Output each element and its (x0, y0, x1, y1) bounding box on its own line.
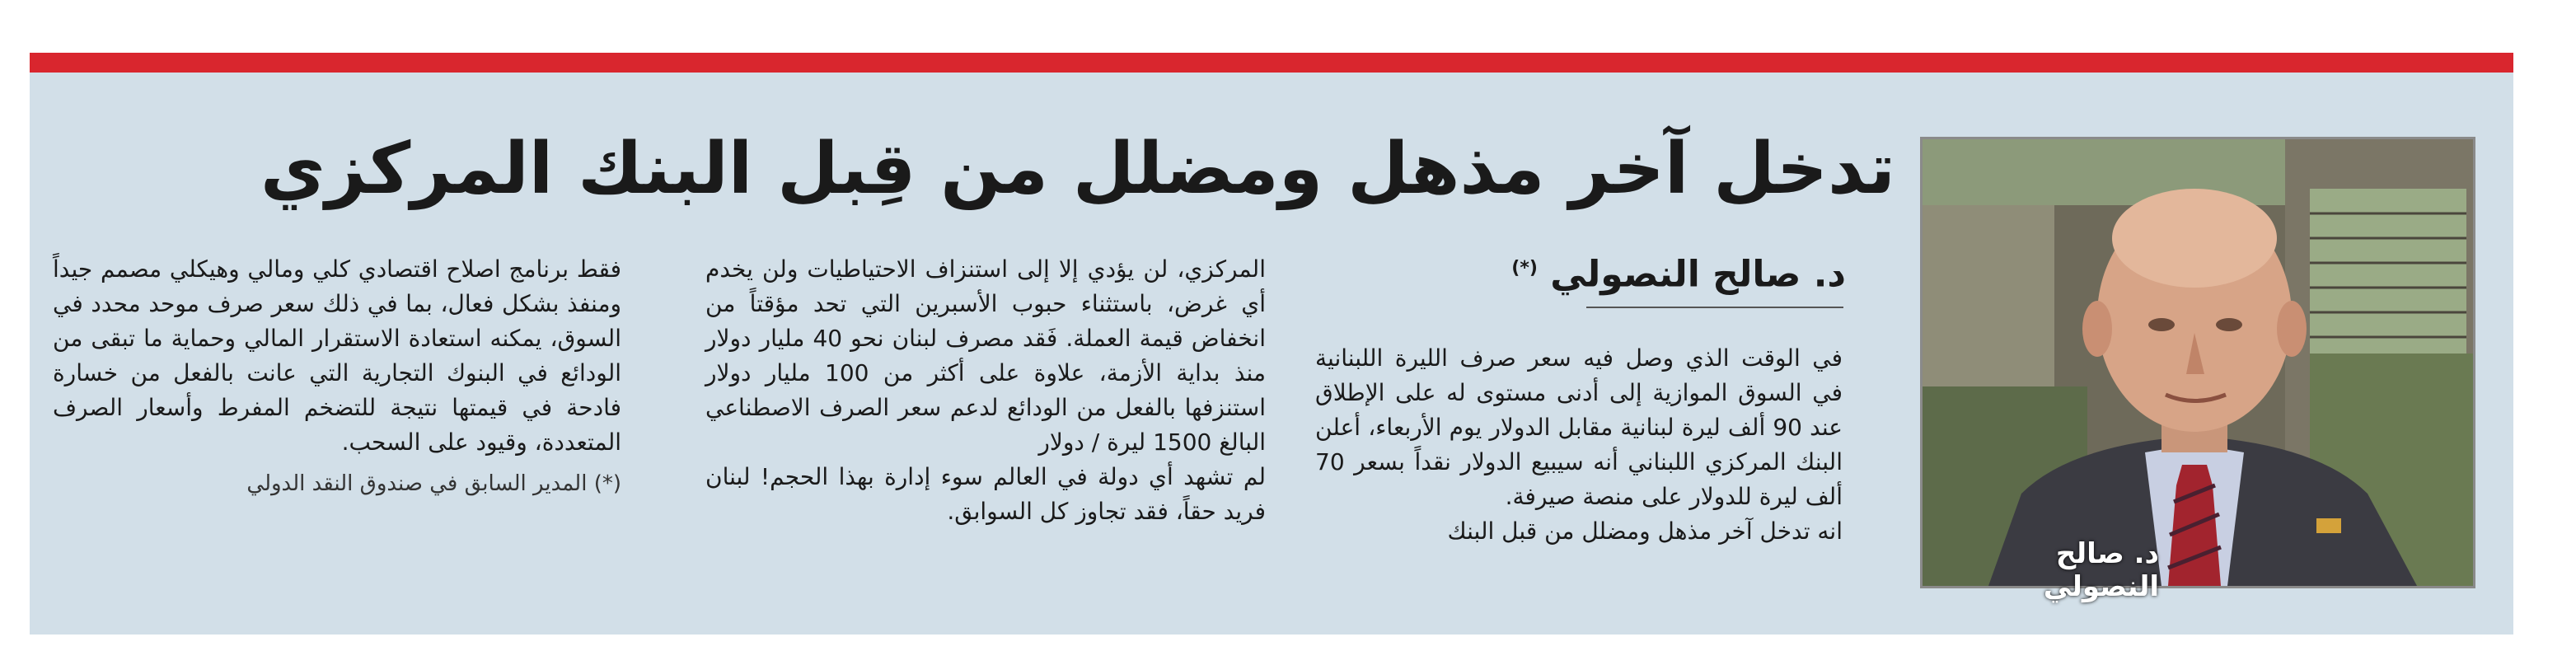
paragraph: في الوقت الذي وصل فيه سعر صرف الليرة اللبنانية في السوق الموازية إلى أدنى مستوى له على الإطلاق عند 90 ألف ليرة لبنانية مقابل الدولار يوم الأربعاء، أعلن البنك المركزي اللبناني أنه سيبيع الدولار نقداً بسعر 70 ألف ليرة للدولار على منصة صيرفة. (1315, 344, 1843, 510)
article-headline: تدخل آخر مذهل ومضلل من قِبل البنك المركزي (260, 128, 1895, 210)
author-footnote: (*) المدير السابق في صندوق النقد الدولي (246, 471, 621, 496)
author-footnote-marker: (*) (1511, 258, 1538, 279)
article-column-1 (1315, 341, 1843, 549)
article-column-3 (53, 252, 621, 501)
byline-divider (1586, 307, 1843, 308)
photo-caption: د. صالح النصولي (2043, 537, 2159, 603)
top-accent-bar (30, 53, 2513, 73)
author-photo (1920, 137, 2475, 588)
article-column-2 (705, 252, 1266, 529)
paragraph: لم تشهد أي دولة في العالم سوء إدارة بهذا الحجم! لبنان فريد حقاً، فقد تجاوز كل السوابق. (705, 463, 1266, 525)
author-name: د. صالح النصولي (1550, 253, 1846, 296)
author-byline (1511, 246, 1846, 298)
paragraph: فقط برنامج اصلاح اقتصادي كلي ومالي وهيكلي مصمم جيداً ومنفذ بشكل فعال، بما في ذلك سعر صرف موحد محدد في السوق، يمكنه استعادة الاستقرار المالي وحماية ما تبقى من الودائع في البنوك التجارية التي عانت بالفعل من خسارة فادحة في قيمتها نتيجة للتضخم المفرط وأسعار الصرف المتعددة، وقيود على السحب. (53, 255, 621, 456)
paragraph: انه تدخل آخر مذهل ومضلل من قبل البنك (1447, 517, 1843, 545)
paragraph: المركزي، لن يؤدي إلا إلى استنزاف الاحتياطيات ولن يخدم أي غرض، باستثناء حبوب الأسبرين التي تحد مؤقتاً من انخفاض قيمة العملة. فَقد مصرف لبنان نحو 40 مليار دولار منذ بداية الأزمة، علاوة على أكثر من 100 مليار دولار استنزفها بالفعل من الودائع لدعم سعر الصرف الاصطناعي البالغ 1500 ليرة / دولار (705, 255, 1266, 456)
